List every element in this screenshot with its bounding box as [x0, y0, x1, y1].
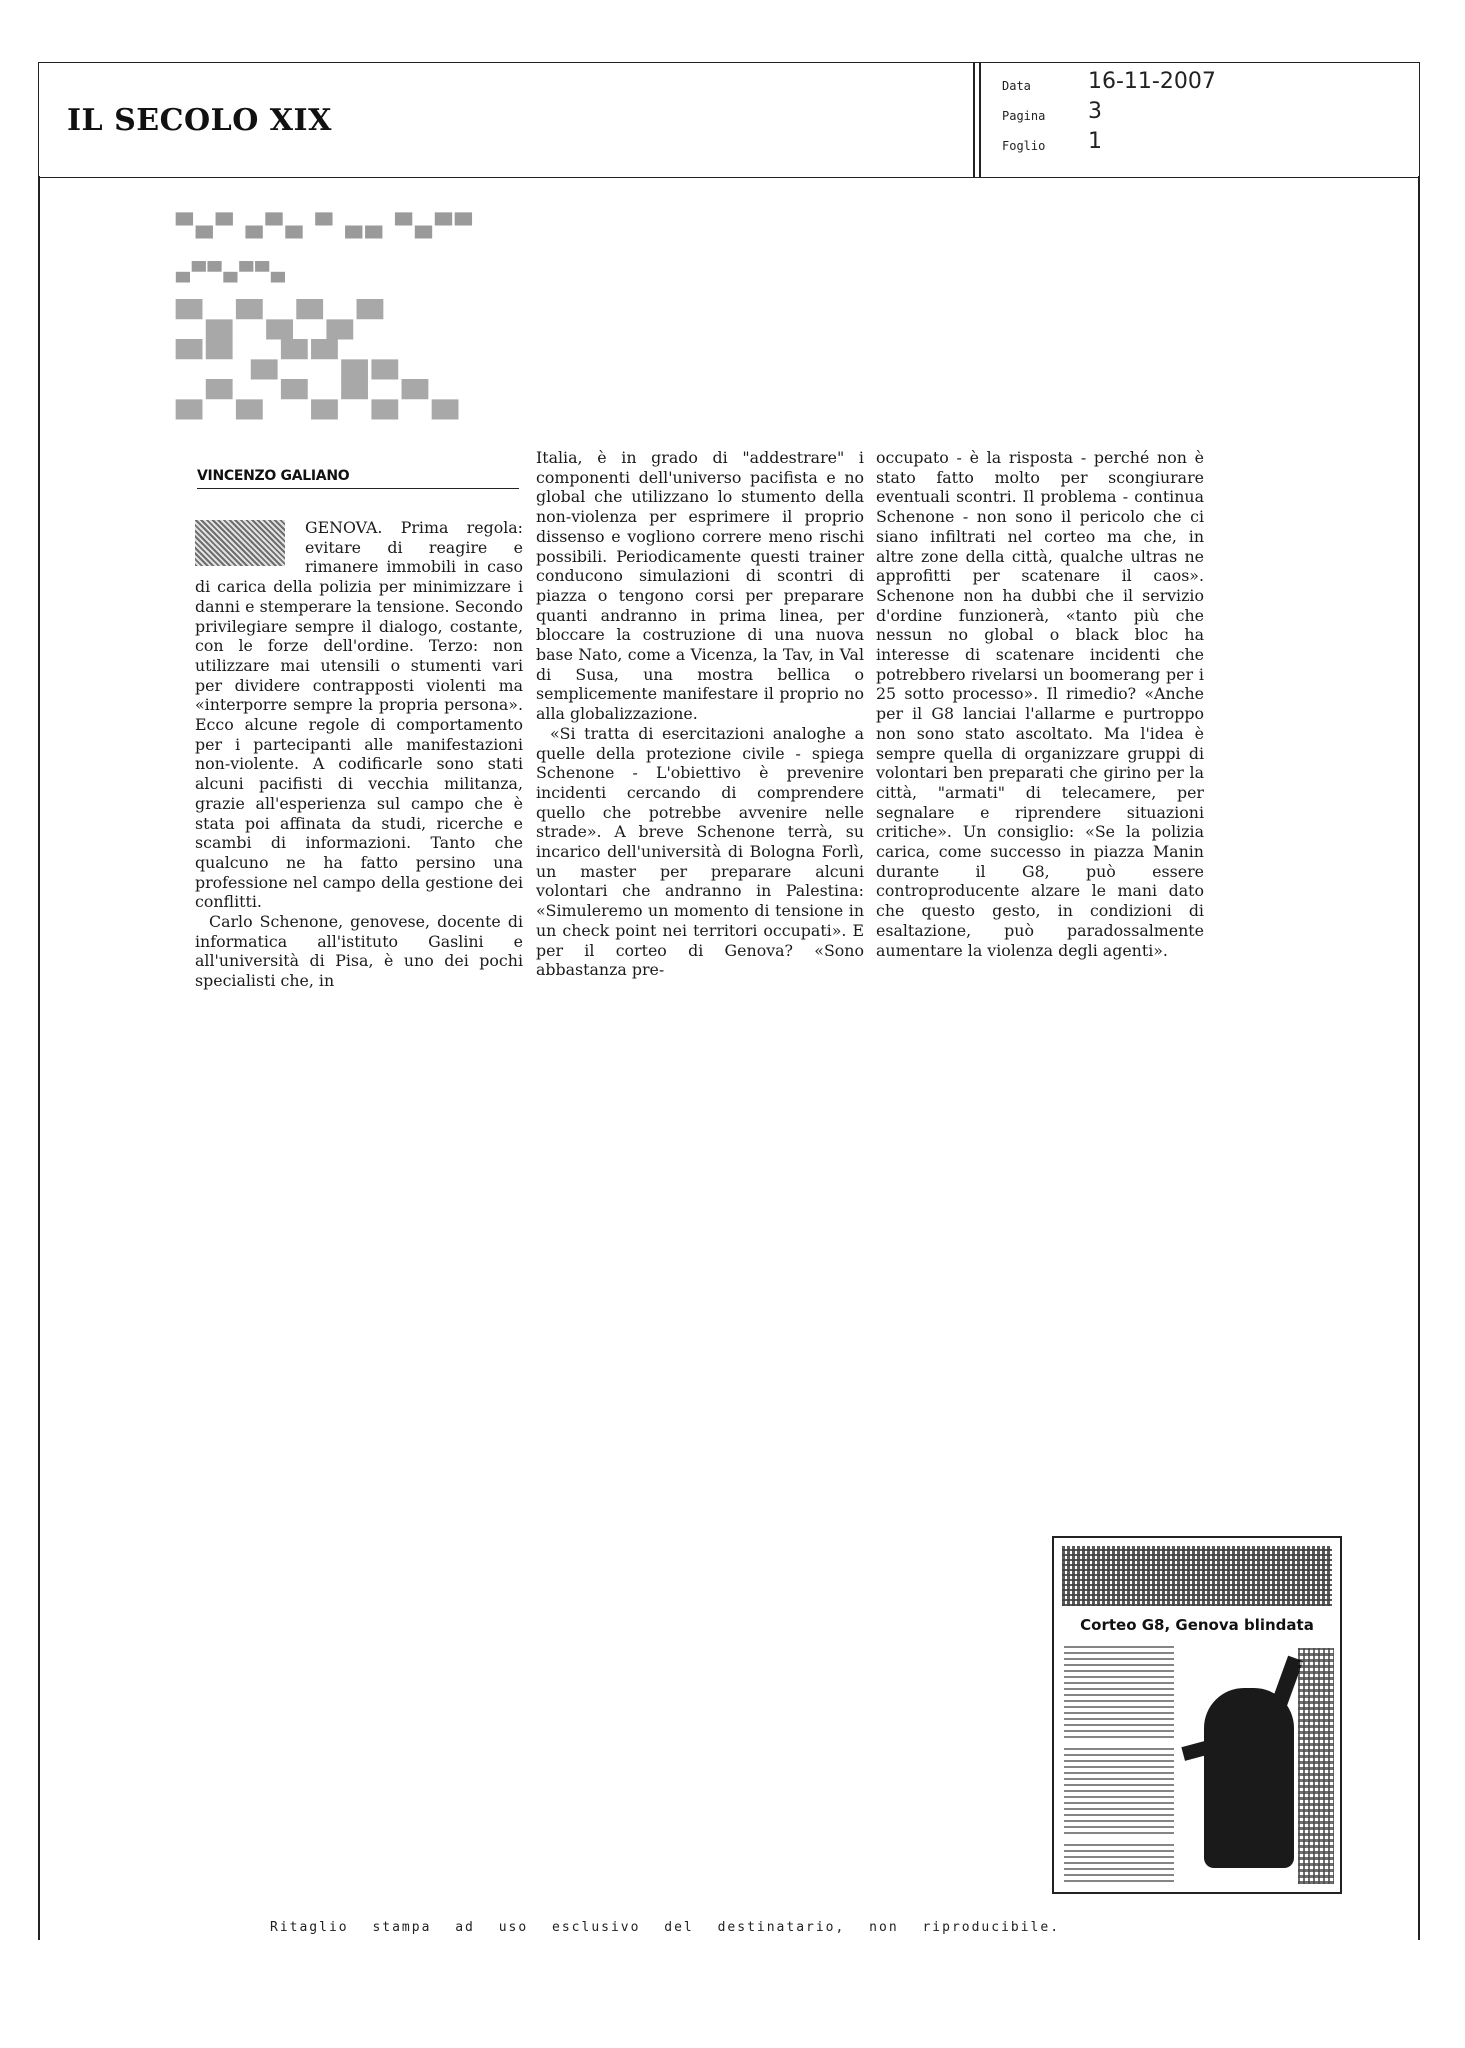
- dropcap-image: [195, 520, 285, 566]
- meta-page-value: 3: [1088, 99, 1102, 124]
- meta-date-label: Data: [1002, 79, 1031, 93]
- thumbnail-texture: [1298, 1648, 1334, 1884]
- thumbnail-masthead-texture: [1062, 1546, 1332, 1606]
- article-paragraph: occupato - è la risposta - perché non è stato fatto molto per scongiurare eventuali scontri. Il problema - continua Schenone - non sono il pericolo che ci siano infiltrati nel corteo ma che, in altre zone della città, qualche ultras ne approfitti per scatenare il caos». Schenone non ha dubbi che il servizio d'ordine funzionerà, «tanto più che nessun no global o black bloc ha interesse di scatenare incidenti che potrebbero rivelarsi un boomerang per i 25 sotto processo». Il rimedio? «Anche per il G8 lanciai l'allarme e purtroppo non sono stato ascoltato. Ma l'idea è sempre quella di organizzare gruppi di volontari ben preparati che girino per la città, "armati" di telecamere, per segnalare e riprendere situazioni critiche». Un consiglio: «Se la polizia carica, come successo in piazza Manin durante il G8, può essere controproducente alzare le mani dato che questo gesto, in condizioni di esaltazione, può paradossalmente aumentare la violenza degli agenti».: [876, 448, 1204, 960]
- article-paragraph: Italia, è in grado di "addestrare" i componenti dell'universo pacifista e no global che utilizzano lo stumento della non-violenza per esprimere il proprio dissenso e vogliono correre meno rischi possibili. Periodicamente questi trainer conducono simulazioni di scontri di piazza o tengono corsi per preparare quanti andranno in prima linea, per bloccare la costruzione di una nuova base Nato, come a Vicenza, la Tav, in Val di Susa, una mostra bellica o semplicemente manifestare il proprio no alla globalizzazione.: [536, 448, 864, 724]
- thumbnail-text-block: [1064, 1748, 1174, 1834]
- metadata-box: [994, 69, 1394, 159]
- thumbnail-text-block: [1064, 1646, 1174, 1738]
- article-paragraph: «Si tratta di esercitazioni analoghe a quelle della protezione civile - spiega Schenone - L'obiettivo è prevenire incidenti cercando di comprendere quello che potrebbe avvenire nelle strade». A breve Schenone terrà, su incarico dell'università di Bologna Forlì, un master per preparare alcuni volontari che andranno in Palestina: «Simuleremo un momento di tensione in un check point nei territori occupati». E per il corteo di Genova? «Sono abbastanza pre-: [536, 723, 864, 980]
- meta-date-row: [994, 69, 1394, 99]
- article-column-3: [876, 448, 1204, 960]
- meta-page-row: [994, 99, 1394, 129]
- article-column-1: [195, 518, 523, 991]
- meta-sheet-value: 1: [1088, 129, 1102, 154]
- headline: ▀▄▀▄▀▄▀ ▀▀ ▄▀▀▄▄ ▄▀▄ ▀▄▀▄▀▄: [176, 300, 463, 420]
- byline: VINCENZO GALIANO: [197, 468, 519, 489]
- meta-date-value: 16-11-2007: [1088, 69, 1216, 94]
- meta-page-label: Pagina: [1002, 109, 1046, 123]
- frame-right-border: [1418, 176, 1420, 1940]
- thumbnail-text-block: [1064, 1844, 1174, 1882]
- divider: [979, 63, 981, 177]
- meta-sheet-label: Foglio: [1002, 139, 1046, 153]
- masthead-box: [38, 62, 1420, 178]
- newspaper-title: IL SECOLO XIX: [67, 103, 332, 138]
- headline-section: ▄▀▀▄▀▀▄: [176, 262, 287, 283]
- article-paragraph: Carlo Schenone, genovese, docente di informatica all'istituto Gaslini e all'università di Pisa, è uno dei pochi specialisti che, in: [195, 912, 523, 991]
- headline-kicker: ▀▄▀ ▄▀▄ ▀ ▄▄ ▀▄▀▀: [176, 214, 475, 239]
- article-column-2: [536, 448, 864, 980]
- article-paragraph: GENOVA. Prima regola: evitare di reagire e rimanere immobili in caso di carica della polizia per minimizzare i danni e stemperare la tensione. Secondo privilegiare sempre il dialogo, costante, con le forze dell'ordine. Terzo: non utilizzare mai utensili o stumenti vari per dividere contrapposti violenti ma «interporre sempre la propria persona». Ecco alcune regole di comportamento per i partecipanti alle manifestazioni non-violente. A codificarle sono stati alcuni pacifisti di vecchia militanza, grazie all'esperienza sul campo che è stata poi affinata da studi, ricerche e scambi di informazioni. Tanto che qualcuno ne ha fatto persino una professione nel campo della gestione dei conflitti.: [195, 518, 523, 912]
- frame-left-border: [38, 176, 40, 1940]
- footer-notice: Ritaglio stampa ad uso esclusivo del destinatario, non riproducibile.: [270, 1920, 1061, 1935]
- divider: [973, 63, 975, 177]
- thumbnail-headline: Corteo G8, Genova blindata: [1080, 1616, 1314, 1634]
- meta-sheet-row: [994, 129, 1394, 159]
- front-page-thumbnail: [1052, 1536, 1342, 1894]
